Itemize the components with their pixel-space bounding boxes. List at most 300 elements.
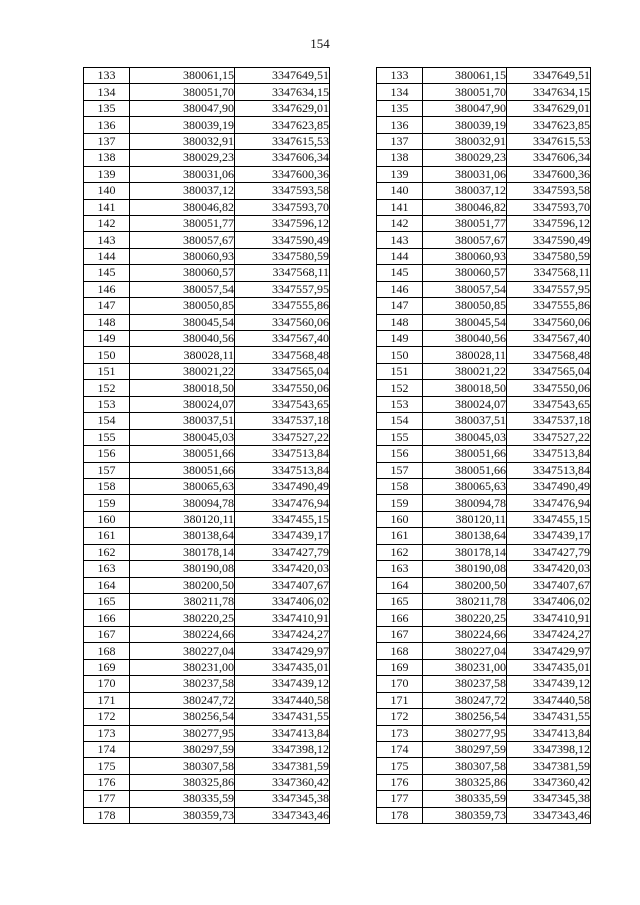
x-coordinate-cell: 380037,12 <box>423 183 507 199</box>
x-coordinate-cell: 380024,07 <box>130 396 235 412</box>
y-coordinate-cell: 3347543,65 <box>235 396 330 412</box>
point-number-cell: 166 <box>377 610 423 626</box>
y-coordinate-cell: 3347615,53 <box>235 133 330 149</box>
table-row <box>84 331 330 347</box>
table-row <box>377 626 591 642</box>
y-coordinate-cell: 3347381,59 <box>235 758 330 774</box>
point-number-cell: 135 <box>377 100 423 116</box>
x-coordinate-cell: 380039,19 <box>130 117 235 133</box>
table-row <box>377 643 591 659</box>
x-coordinate-cell: 380190,08 <box>423 561 507 577</box>
point-number-cell: 171 <box>377 692 423 708</box>
table-row <box>84 380 330 396</box>
point-number-cell: 140 <box>84 183 130 199</box>
y-coordinate-cell: 3347649,51 <box>235 68 330 84</box>
x-coordinate-cell: 380045,03 <box>423 429 507 445</box>
y-coordinate-cell: 3347440,58 <box>235 692 330 708</box>
x-coordinate-cell: 380256,54 <box>423 709 507 725</box>
point-number-cell: 139 <box>377 166 423 182</box>
table-row <box>84 396 330 412</box>
point-number-cell: 176 <box>377 774 423 790</box>
table-row <box>84 199 330 215</box>
x-coordinate-cell: 380029,23 <box>423 150 507 166</box>
point-number-cell: 158 <box>377 478 423 494</box>
y-coordinate-cell: 3347580,59 <box>235 248 330 264</box>
table-row <box>84 68 330 84</box>
y-coordinate-cell: 3347406,02 <box>507 594 591 610</box>
table-row <box>377 248 591 264</box>
y-coordinate-cell: 3347567,40 <box>507 331 591 347</box>
table-row <box>377 709 591 725</box>
point-number-cell: 178 <box>84 807 130 823</box>
point-number-cell: 162 <box>377 544 423 560</box>
y-coordinate-cell: 3347427,79 <box>507 544 591 560</box>
point-number-cell: 156 <box>377 446 423 462</box>
page-number: 154 <box>310 36 330 51</box>
x-coordinate-cell: 380046,82 <box>130 199 235 215</box>
x-coordinate-cell: 380060,57 <box>130 265 235 281</box>
y-coordinate-cell: 3347649,51 <box>507 68 591 84</box>
y-coordinate-cell: 3347440,58 <box>507 692 591 708</box>
table-row <box>377 594 591 610</box>
y-coordinate-cell: 3347623,85 <box>507 117 591 133</box>
x-coordinate-cell: 380065,63 <box>130 478 235 494</box>
point-number-cell: 177 <box>84 791 130 807</box>
x-coordinate-cell: 380335,59 <box>423 791 507 807</box>
point-number-cell: 169 <box>84 659 130 675</box>
point-number-cell: 158 <box>84 478 130 494</box>
y-coordinate-cell: 3347555,86 <box>235 298 330 314</box>
table-row <box>377 478 591 494</box>
x-coordinate-cell: 380325,86 <box>423 774 507 790</box>
point-number-cell: 175 <box>84 758 130 774</box>
y-coordinate-cell: 3347476,94 <box>507 495 591 511</box>
table-row <box>377 511 591 527</box>
x-coordinate-cell: 380045,54 <box>423 314 507 330</box>
x-coordinate-cell: 380057,54 <box>423 281 507 297</box>
table-row <box>377 232 591 248</box>
y-coordinate-cell: 3347439,17 <box>507 528 591 544</box>
point-number-cell: 168 <box>377 643 423 659</box>
table-row <box>377 528 591 544</box>
x-coordinate-cell: 380039,19 <box>423 117 507 133</box>
table-row <box>84 511 330 527</box>
y-coordinate-cell: 3347590,49 <box>235 232 330 248</box>
table-row <box>84 314 330 330</box>
x-coordinate-cell: 380060,93 <box>130 248 235 264</box>
y-coordinate-cell: 3347490,49 <box>235 478 330 494</box>
point-number-cell: 176 <box>84 774 130 790</box>
x-coordinate-cell: 380231,00 <box>130 659 235 675</box>
point-number-cell: 136 <box>84 117 130 133</box>
x-coordinate-cell: 380247,72 <box>423 692 507 708</box>
x-coordinate-cell: 380051,77 <box>423 215 507 231</box>
x-coordinate-cell: 380231,00 <box>423 659 507 675</box>
y-coordinate-cell: 3347537,18 <box>235 413 330 429</box>
x-coordinate-cell: 380018,50 <box>423 380 507 396</box>
table-row <box>84 446 330 462</box>
x-coordinate-cell: 380335,59 <box>130 791 235 807</box>
table-row <box>84 544 330 560</box>
point-number-cell: 168 <box>84 643 130 659</box>
table-row <box>377 495 591 511</box>
y-coordinate-cell: 3347513,84 <box>235 462 330 478</box>
table-row <box>377 544 591 560</box>
table-row <box>84 133 330 149</box>
x-coordinate-cell: 380057,54 <box>130 281 235 297</box>
point-number-cell: 152 <box>84 380 130 396</box>
table-row <box>84 791 330 807</box>
x-coordinate-cell: 380200,50 <box>423 577 507 593</box>
point-number-cell: 157 <box>84 462 130 478</box>
point-number-cell: 146 <box>84 281 130 297</box>
x-coordinate-cell: 380297,59 <box>130 741 235 757</box>
point-number-cell: 165 <box>377 594 423 610</box>
point-number-cell: 144 <box>377 248 423 264</box>
x-coordinate-cell: 380047,90 <box>423 100 507 116</box>
point-number-cell: 133 <box>84 68 130 84</box>
y-coordinate-cell: 3347345,38 <box>507 791 591 807</box>
point-number-cell: 167 <box>84 626 130 642</box>
y-coordinate-cell: 3347420,03 <box>235 561 330 577</box>
y-coordinate-cell: 3347439,12 <box>507 676 591 692</box>
y-coordinate-cell: 3347568,11 <box>507 265 591 281</box>
table-row <box>377 396 591 412</box>
x-coordinate-cell: 380307,58 <box>130 758 235 774</box>
x-coordinate-cell: 380211,78 <box>130 594 235 610</box>
x-coordinate-cell: 380359,73 <box>130 807 235 823</box>
y-coordinate-cell: 3347629,01 <box>235 100 330 116</box>
point-number-cell: 159 <box>84 495 130 511</box>
table-row <box>84 363 330 379</box>
x-coordinate-cell: 380307,58 <box>423 758 507 774</box>
table-row <box>377 133 591 149</box>
point-number-cell: 175 <box>377 758 423 774</box>
point-number-cell: 153 <box>84 396 130 412</box>
table-row <box>84 265 330 281</box>
table-row <box>84 807 330 823</box>
y-coordinate-cell: 3347593,58 <box>507 183 591 199</box>
table-row <box>377 183 591 199</box>
x-coordinate-cell: 380120,11 <box>130 511 235 527</box>
point-number-cell: 169 <box>377 659 423 675</box>
x-coordinate-cell: 380178,14 <box>423 544 507 560</box>
table-row <box>84 84 330 100</box>
y-coordinate-cell: 3347593,58 <box>235 183 330 199</box>
table-row <box>377 265 591 281</box>
point-number-cell: 171 <box>84 692 130 708</box>
table-row <box>84 150 330 166</box>
x-coordinate-cell: 380359,73 <box>423 807 507 823</box>
x-coordinate-cell: 380051,66 <box>423 462 507 478</box>
table-row <box>84 676 330 692</box>
x-coordinate-cell: 380277,95 <box>423 725 507 741</box>
x-coordinate-cell: 380051,70 <box>130 84 235 100</box>
x-coordinate-cell: 380037,51 <box>130 413 235 429</box>
x-coordinate-cell: 380256,54 <box>130 709 235 725</box>
y-coordinate-cell: 3347424,27 <box>235 626 330 642</box>
point-number-cell: 147 <box>377 298 423 314</box>
table-row <box>377 659 591 675</box>
x-coordinate-cell: 380220,25 <box>423 610 507 626</box>
x-coordinate-cell: 380220,25 <box>130 610 235 626</box>
y-coordinate-cell: 3347513,84 <box>507 462 591 478</box>
table-row <box>84 692 330 708</box>
table-row <box>84 117 330 133</box>
y-coordinate-cell: 3347410,91 <box>235 610 330 626</box>
y-coordinate-cell: 3347593,70 <box>235 199 330 215</box>
table-row <box>84 347 330 363</box>
x-coordinate-cell: 380061,15 <box>423 68 507 84</box>
x-coordinate-cell: 380060,93 <box>423 248 507 264</box>
y-coordinate-cell: 3347410,91 <box>507 610 591 626</box>
table-row <box>377 100 591 116</box>
y-coordinate-cell: 3347634,15 <box>235 84 330 100</box>
coordinates-table-left <box>83 67 330 824</box>
table-row <box>84 561 330 577</box>
y-coordinate-cell: 3347557,95 <box>507 281 591 297</box>
y-coordinate-cell: 3347600,36 <box>235 166 330 182</box>
y-coordinate-cell: 3347406,02 <box>235 594 330 610</box>
x-coordinate-cell: 380018,50 <box>130 380 235 396</box>
y-coordinate-cell: 3347420,03 <box>507 561 591 577</box>
table-row <box>377 298 591 314</box>
table-row <box>84 248 330 264</box>
point-number-cell: 170 <box>84 676 130 692</box>
point-number-cell: 148 <box>84 314 130 330</box>
x-coordinate-cell: 380051,66 <box>130 446 235 462</box>
x-coordinate-cell: 380297,59 <box>423 741 507 757</box>
point-number-cell: 143 <box>84 232 130 248</box>
point-number-cell: 147 <box>84 298 130 314</box>
x-coordinate-cell: 380031,06 <box>130 166 235 182</box>
point-number-cell: 177 <box>377 791 423 807</box>
table-row <box>377 314 591 330</box>
point-number-cell: 142 <box>84 215 130 231</box>
table-row <box>84 298 330 314</box>
y-coordinate-cell: 3347565,04 <box>235 363 330 379</box>
y-coordinate-cell: 3347590,49 <box>507 232 591 248</box>
x-coordinate-cell: 380190,08 <box>130 561 235 577</box>
y-coordinate-cell: 3347527,22 <box>507 429 591 445</box>
table-row <box>377 610 591 626</box>
y-coordinate-cell: 3347550,06 <box>507 380 591 396</box>
point-number-cell: 170 <box>377 676 423 692</box>
x-coordinate-cell: 380037,51 <box>423 413 507 429</box>
table-row <box>84 725 330 741</box>
point-number-cell: 148 <box>377 314 423 330</box>
point-number-cell: 172 <box>84 709 130 725</box>
point-number-cell: 134 <box>84 84 130 100</box>
point-number-cell: 137 <box>377 133 423 149</box>
y-coordinate-cell: 3347629,01 <box>507 100 591 116</box>
point-number-cell: 172 <box>377 709 423 725</box>
point-number-cell: 154 <box>377 413 423 429</box>
table-row <box>84 215 330 231</box>
y-coordinate-cell: 3347623,85 <box>235 117 330 133</box>
table-row <box>84 413 330 429</box>
point-number-cell: 149 <box>84 331 130 347</box>
point-number-cell: 167 <box>377 626 423 642</box>
table-row <box>377 462 591 478</box>
y-coordinate-cell: 3347431,55 <box>235 709 330 725</box>
x-coordinate-cell: 380247,72 <box>130 692 235 708</box>
y-coordinate-cell: 3347560,06 <box>507 314 591 330</box>
y-coordinate-cell: 3347413,84 <box>507 725 591 741</box>
y-coordinate-cell: 3347567,40 <box>235 331 330 347</box>
x-coordinate-cell: 380227,04 <box>423 643 507 659</box>
table-row <box>377 692 591 708</box>
coordinates-table-right <box>376 67 591 824</box>
point-number-cell: 151 <box>377 363 423 379</box>
x-coordinate-cell: 380277,95 <box>130 725 235 741</box>
x-coordinate-cell: 380120,11 <box>423 511 507 527</box>
x-coordinate-cell: 380051,66 <box>423 446 507 462</box>
y-coordinate-cell: 3347413,84 <box>235 725 330 741</box>
x-coordinate-cell: 380051,66 <box>130 462 235 478</box>
table-row <box>377 446 591 462</box>
table-row <box>377 84 591 100</box>
point-number-cell: 150 <box>84 347 130 363</box>
y-coordinate-cell: 3347427,79 <box>235 544 330 560</box>
x-coordinate-cell: 380047,90 <box>130 100 235 116</box>
point-number-cell: 165 <box>84 594 130 610</box>
point-number-cell: 162 <box>84 544 130 560</box>
table-row <box>84 232 330 248</box>
y-coordinate-cell: 3347431,55 <box>507 709 591 725</box>
y-coordinate-cell: 3347435,01 <box>235 659 330 675</box>
point-number-cell: 152 <box>377 380 423 396</box>
point-number-cell: 157 <box>377 462 423 478</box>
table-row <box>377 215 591 231</box>
x-coordinate-cell: 380037,12 <box>130 183 235 199</box>
y-coordinate-cell: 3347600,36 <box>507 166 591 182</box>
x-coordinate-cell: 380045,03 <box>130 429 235 445</box>
y-coordinate-cell: 3347513,84 <box>507 446 591 462</box>
point-number-cell: 164 <box>377 577 423 593</box>
point-number-cell: 135 <box>84 100 130 116</box>
point-number-cell: 156 <box>84 446 130 462</box>
y-coordinate-cell: 3347455,15 <box>507 511 591 527</box>
x-coordinate-cell: 380051,70 <box>423 84 507 100</box>
point-number-cell: 145 <box>84 265 130 281</box>
table-row <box>84 594 330 610</box>
y-coordinate-cell: 3347557,95 <box>235 281 330 297</box>
table-row <box>84 478 330 494</box>
x-coordinate-cell: 380138,64 <box>423 528 507 544</box>
y-coordinate-cell: 3347568,48 <box>507 347 591 363</box>
point-number-cell: 142 <box>377 215 423 231</box>
table-row <box>84 281 330 297</box>
x-coordinate-cell: 380325,86 <box>130 774 235 790</box>
table-row <box>84 429 330 445</box>
table-row <box>377 347 591 363</box>
y-coordinate-cell: 3347565,04 <box>507 363 591 379</box>
y-coordinate-cell: 3347596,12 <box>507 215 591 231</box>
table-row <box>84 659 330 675</box>
y-coordinate-cell: 3347615,53 <box>507 133 591 149</box>
y-coordinate-cell: 3347455,15 <box>235 511 330 527</box>
table-row <box>84 626 330 642</box>
point-number-cell: 161 <box>377 528 423 544</box>
point-number-cell: 163 <box>377 561 423 577</box>
y-coordinate-cell: 3347568,48 <box>235 347 330 363</box>
point-number-cell: 164 <box>84 577 130 593</box>
y-coordinate-cell: 3347490,49 <box>507 478 591 494</box>
table-row <box>377 363 591 379</box>
point-number-cell: 173 <box>84 725 130 741</box>
point-number-cell: 161 <box>84 528 130 544</box>
x-coordinate-cell: 380050,85 <box>130 298 235 314</box>
table-row <box>377 741 591 757</box>
point-number-cell: 155 <box>84 429 130 445</box>
y-coordinate-cell: 3347429,97 <box>235 643 330 659</box>
table-row <box>377 429 591 445</box>
y-coordinate-cell: 3347360,42 <box>235 774 330 790</box>
table-row <box>84 495 330 511</box>
point-number-cell: 159 <box>377 495 423 511</box>
y-coordinate-cell: 3347407,67 <box>507 577 591 593</box>
y-coordinate-cell: 3347398,12 <box>235 741 330 757</box>
table-row <box>377 117 591 133</box>
y-coordinate-cell: 3347381,59 <box>507 758 591 774</box>
point-number-cell: 140 <box>377 183 423 199</box>
table-row <box>377 725 591 741</box>
x-coordinate-cell: 380050,85 <box>423 298 507 314</box>
y-coordinate-cell: 3347513,84 <box>235 446 330 462</box>
y-coordinate-cell: 3347543,65 <box>507 396 591 412</box>
point-number-cell: 141 <box>377 199 423 215</box>
table-row <box>377 774 591 790</box>
x-coordinate-cell: 380040,56 <box>423 331 507 347</box>
y-coordinate-cell: 3347476,94 <box>235 495 330 511</box>
table-row <box>84 741 330 757</box>
table-row <box>84 462 330 478</box>
x-coordinate-cell: 380021,22 <box>423 363 507 379</box>
point-number-cell: 137 <box>84 133 130 149</box>
y-coordinate-cell: 3347527,22 <box>235 429 330 445</box>
table-row <box>377 676 591 692</box>
point-number-cell: 138 <box>377 150 423 166</box>
table-row <box>84 758 330 774</box>
table-row <box>84 100 330 116</box>
point-number-cell: 136 <box>377 117 423 133</box>
table-row <box>377 577 591 593</box>
y-coordinate-cell: 3347596,12 <box>235 215 330 231</box>
point-number-cell: 145 <box>377 265 423 281</box>
x-coordinate-cell: 380237,58 <box>130 676 235 692</box>
y-coordinate-cell: 3347634,15 <box>507 84 591 100</box>
point-number-cell: 139 <box>84 166 130 182</box>
y-coordinate-cell: 3347550,06 <box>235 380 330 396</box>
x-coordinate-cell: 380031,06 <box>423 166 507 182</box>
x-coordinate-cell: 380060,57 <box>423 265 507 281</box>
y-coordinate-cell: 3347407,67 <box>235 577 330 593</box>
y-coordinate-cell: 3347343,46 <box>507 807 591 823</box>
table-row <box>84 610 330 626</box>
point-number-cell: 163 <box>84 561 130 577</box>
x-coordinate-cell: 380224,66 <box>130 626 235 642</box>
point-number-cell: 149 <box>377 331 423 347</box>
x-coordinate-cell: 380032,91 <box>130 133 235 149</box>
y-coordinate-cell: 3347424,27 <box>507 626 591 642</box>
table-row <box>84 643 330 659</box>
table-row <box>377 150 591 166</box>
x-coordinate-cell: 380028,11 <box>130 347 235 363</box>
y-coordinate-cell: 3347606,34 <box>235 150 330 166</box>
point-number-cell: 138 <box>84 150 130 166</box>
x-coordinate-cell: 380040,56 <box>130 331 235 347</box>
